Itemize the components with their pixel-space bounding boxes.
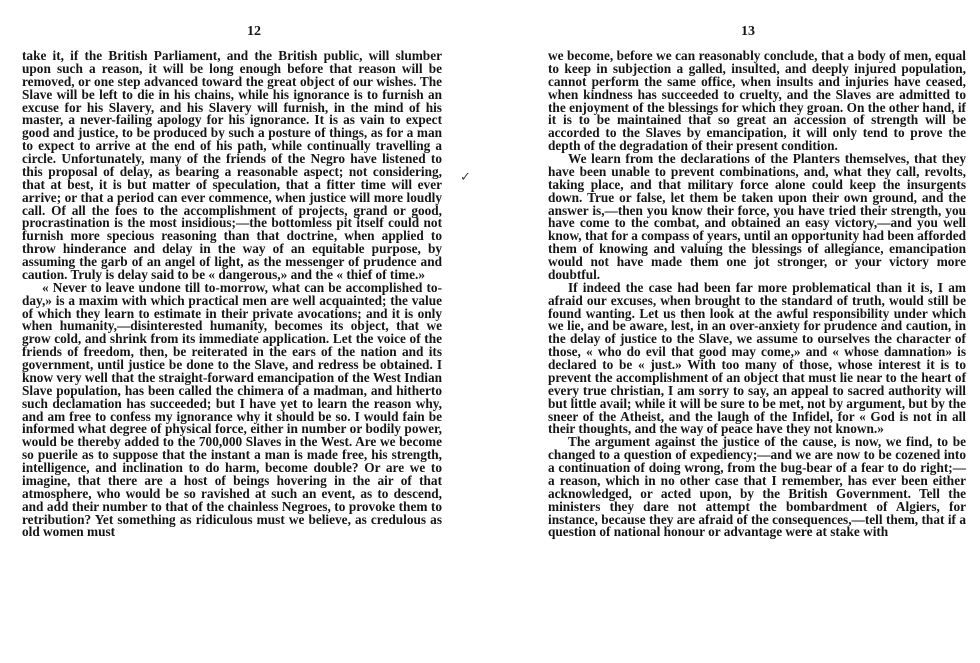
right-page	[516, 0, 980, 663]
paragraph: We learn from the declarations of the Planters themselves, that they have been unable to prevent combinations, and, what they call, revolts, taking place, and that military force alone could keep the insurgents down. True or false, let them be taken upon their own ground, and the answer is,—then you know their force, you have tried their strength, you have come to the combat, and obtained an easy victory,—and you well know, that for a compass of years, until an opportunity had been afforded them of knowing and valuing the blessings of allegiance, emancipation would not have made them one jot stronger, or your victory more doubtful.	[548, 151, 966, 282]
paragraph: take it, if the British Parliament, and the British public, will slumber upon such a reason, it will be long enough before that reason will be removed, or one step advanced toward the great object of our wishes. The Slave will be left to die in his chains, while his ignorance is to furnish an excuse for his Slavery, and his Slavery will furnish, in the mind of his master, a never-failing apology for his ignorance. It is as vain to expect good and justice, to be produced by such a posture of things, as for a man to expect to arrive at the end of his path, while continually travelling a circle. Unfortunately, many of the friends of the Negro have listened to this proposal of delay, as bearing a reasonable aspect; not considering, that at best, it is but matter of speculation, that a fitter time will ever arrive; or that a period can ever commence, when justice will more loudly call. Of all the foes to the accomplishment of projects, grand or good, procrastination is the most insidious;—the bottomless pit itself could not furnish more specious reasoning than that doctrine, when applied to throw hinderance and delay in the way of an equitable purpose, by assuming the garb of an angel of light, as the messenger of prudence and caution. Truly is delay said to be « dangerous,» and the « thief of time.»	[22, 48, 442, 282]
paragraph: If indeed the case had been far more problematical than it is, I am afraid our excuses, when brought to the standard of truth, would still be found wanting. Let us then look at the awful responsibility under which we lie, and be aware, lest, in an over-anxiety for prudence and caution, in the delay of justice to the Slave, we assume to ourselves the character of those, « who do evil that good may come,» and « whose damnation» is declared to be « just.» With too many of those, whose interest it is to prevent the accomplishment of an object that must lie near to the heart of every true christian, I am sorry to say, an appeal to sacred authority will but little avail; while it will be sure to be met, not by argument, but by the sneer of the Atheist, and the laugh of the Infidel, for « God is not in all their thoughts, and the way of peace have they not known.»	[548, 279, 966, 437]
paragraph: The argument against the justice of the cause, is now, we find, to be changed to a question of expediency;—and we are now to be cozened into a continuation of doing wrong, from the bug-bear of a fear to do right;—a reason, which in no other case that I remember, has ever been either acknowledged, or acted upon, by the British Government. Tell the ministers they dare not attempt the bombardment of Algiers, for instance, because they are afraid of the consequences,—tell them, that if a question of national honour or advantage were at stake with	[548, 434, 966, 540]
margin-check-mark: ✓	[460, 170, 471, 185]
page-body	[22, 50, 442, 539]
paragraph: « Never to leave undone till to-morrow, what can be accomplished to-day,» is a maxim with which practical men are well acquainted; the value of which they learn to estimate in their private avocations; and it is only when humanity,—disinterested humanity, becomes its object, that we grow cold, and shrink from its immediate application. Let the voice of the friends of freedom, then, be reiterated in the ears of the nation and its government, until justice be done to the Slave, and redress be obtained. I know very well that the straight-forward emancipation of the West Indian Slave population, has been called the chimera of a madman, and hitherto such declamation has succeeded; but I have yet to learn the reason why, and am free to confess my ignorance why it should be so. I would fain be informed what degree of physical force, either in number or bodily power, would be thereby added to the 700,000 Slaves in the West. Are we become so puerile as to suppose that the instant a man is made free, his strength, intelligence, and inclination to do harm, become double? Or are we to imagine, that there are a host of beings hovering in the air of that atmosphere, who would be so ravished at such an event, as to descend, and add their number to that of the chainless Negroes, to provoke them to retribution? Yet something as ridiculous must we believe, as credulous as old women must	[22, 279, 442, 540]
page-body	[548, 50, 966, 539]
page-number: 12	[247, 24, 261, 39]
paragraph: we become, before we can reasonably conclude, that a body of men, equal to keep in subjection a galled, insulted, and deeply injured population, cannot perform the same office, when insults and injuries have ceased, when kindness has succeeded to cruelty, and the Slaves are admitted to the enjoyment of the blessings for which they groan. On the other hand, if it is to be maintained that so great an accession of strength will be accorded to the Slaves by emancipation, it will only tend to prove the depth of the degradation of their present condition.	[548, 48, 966, 154]
page-number: 13	[741, 24, 755, 39]
left-page	[0, 0, 472, 663]
